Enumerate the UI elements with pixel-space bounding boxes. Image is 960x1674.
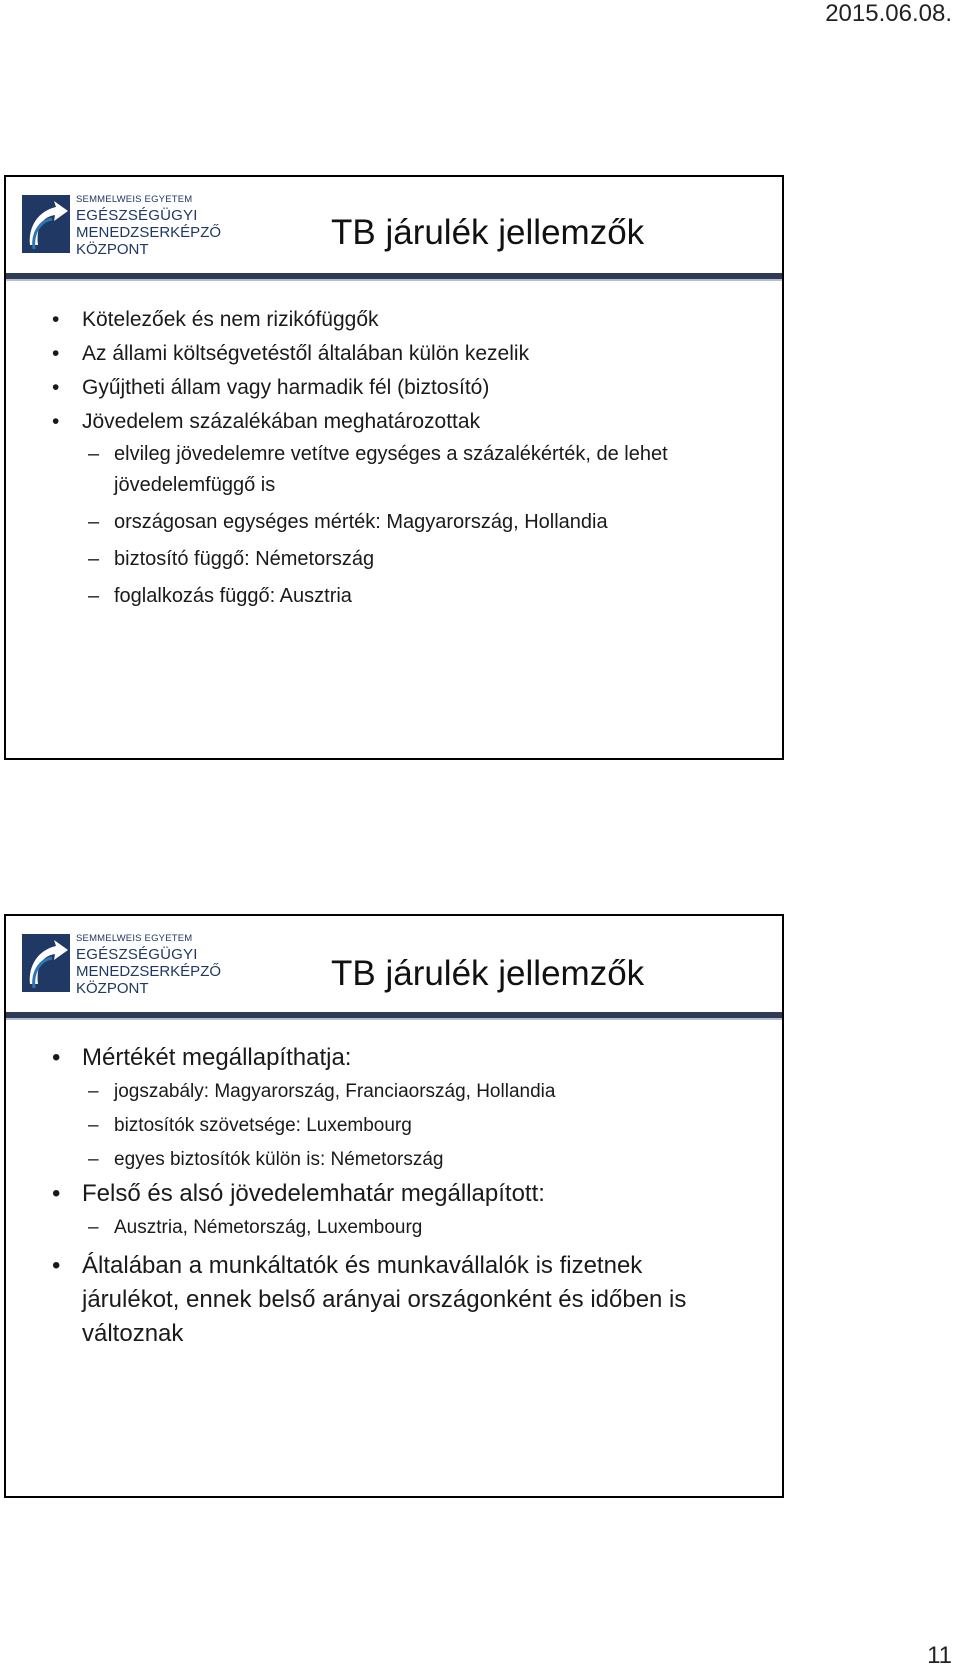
bullet-text: Az állami költségvetéstől általában külön kezelik [82,342,530,365]
bullet-text: Kötelezőek és nem rizikófüggők [82,308,379,331]
sub-bullet-item: – jogszabály: Magyarország, Franciaország, Hollandia [88,1081,556,1102]
bullet-item: • Jövedelem százalékában meghatározottak [52,410,481,433]
sub-bullet-text: elvileg jövedelemre vetítve egységes a százalékérték, de lehet jövedelemfüggő is [114,443,668,496]
document-date: 2015.06.08. [825,0,952,27]
slide-content [6,303,782,612]
logo-line-2: EGÉSZSÉGÜGYI [76,206,198,224]
bullet-item: • Általában a munkáltatók és munkavállalók is fizetnek járulékot, ennek belső arányai országonként és időben is változnak [52,1252,687,1347]
slide-header [6,177,782,275]
logo-line-4: KÖZPONT [76,979,149,997]
logo-emblem-icon [20,932,72,994]
sub-bullet-item: – országosan egységes mérték: Magyarország, Hollandia [88,511,608,533]
sub-bullet-text: Ausztria, Németország, Luxembourg [114,1217,423,1238]
sub-bullet-item: – biztosító függő: Németország [88,548,375,570]
bullet-item: • Kötelezőek és nem rizikófüggők [52,308,379,331]
bullet-text: Általában a munkáltatók és munkavállalók is fizetnek járulékot, ennek belső arányai országonként és időben is változnak [82,1252,687,1347]
slide-title: TB járulék jellemzők [331,213,645,252]
sub-bullet-item: – egyes biztosítók külön is: Németország [88,1149,444,1170]
slide-title: TB járulék jellemzők [331,954,645,993]
university-logo [20,932,220,1004]
sub-bullet-text: foglalkozás függő: Ausztria [114,585,352,607]
sub-bullet-text: országosan egységes mérték: Magyarország, Hollandia [114,511,608,533]
logo-line-3: MENEDZSERKÉPZŐ [76,223,222,241]
logo-line-1: SEMMELWEIS EGYETEM [76,194,193,205]
sub-bullet-text: egyes biztosítók külön is: Németország [114,1149,444,1170]
logo-line-3: MENEDZSERKÉPZŐ [76,962,222,980]
logo-emblem-icon [20,193,72,255]
sub-bullet-text: biztosítók szövetsége: Luxembourg [114,1115,412,1136]
sub-bullet-item: – elvileg jövedelemre vetítve egységes a százalékérték, de lehet jövedelemfüggő is [88,443,668,496]
bullet-text: Jövedelem százalékában meghatározottak [82,410,481,433]
sub-bullet-text: jogszabály: Magyarország, Franciaország, Hollandia [114,1081,556,1102]
logo-line-1: SEMMELWEIS EGYETEM [76,933,193,944]
bullet-text: Felső és alsó jövedelemhatár megállapított: [82,1180,545,1207]
slide-1 [4,175,784,760]
header-divider [6,273,782,279]
bullet-text: Mértékét megállapíthatja: [82,1044,352,1071]
slide-content [6,1041,782,1351]
header-divider [6,1012,782,1018]
bullet-item: • Mértékét megállapíthatja: [52,1044,352,1071]
logo-wordmark [76,195,221,257]
sub-bullet-item: – Ausztria, Németország, Luxembourg [88,1217,423,1238]
sub-bullet-item: – biztosítók szövetsége: Luxembourg [88,1115,412,1136]
slide-header [6,916,782,1014]
sub-bullet-item: – foglalkozás függő: Ausztria [88,585,352,607]
bullet-item: • Felső és alsó jövedelemhatár megállapított: [52,1180,545,1207]
bullet-text: Gyűjtheti állam vagy harmadik fél (biztosító) [82,376,490,399]
sub-bullet-text: biztosító függő: Németország [114,548,375,570]
logo-wordmark [76,934,221,996]
logo-line-2: EGÉSZSÉGÜGYI [76,945,198,963]
bullet-item: • Az állami költségvetéstől általában külön kezelik [52,342,530,365]
bullet-item: • Gyűjtheti állam vagy harmadik fél (biztosító) [52,376,490,399]
slide-2 [4,914,784,1498]
logo-line-4: KÖZPONT [76,240,149,258]
university-logo [20,193,220,265]
page-number: 11 [927,1642,952,1669]
